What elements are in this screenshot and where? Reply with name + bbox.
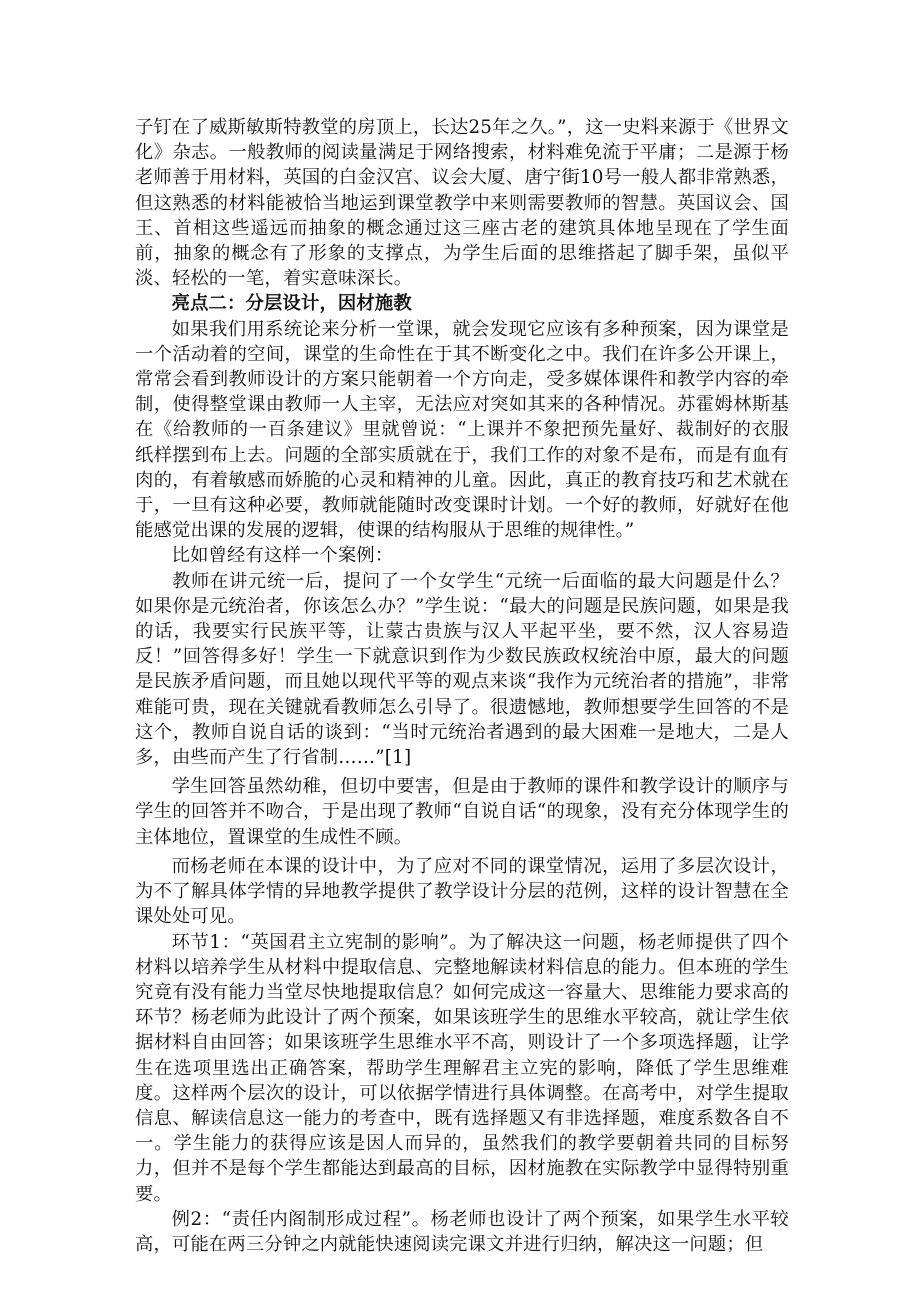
paragraph-historical-source: 子钉在了威斯敏斯特教堂的房顶上，长达25年之久。”，这一史料来源于《世界文化》杂志。一般教师的阅读量满足于网络搜索，材料难免流于平庸；二是源于杨老师善于用材料，英国的白金汉宫、议会大厦、唐宁街10号一般人都非常熟悉，但这熟悉的材料能被恰当地运到课堂教学中来则需要教师的智慧。英国议会、国王、首相这些遥远而抽象的概念通过这三座古老的建筑具体地呈现在了学生面前，抽象的概念有了形象的支撑点，为学生后面的思维搭起了脚手架，虽似平淡、轻松的一笔，着实意味深长。 bbox=[135, 117, 789, 290]
document-page bbox=[135, 115, 789, 1257]
paragraph-systems-theory: 如果我们用系统论来分析一堂课，就会发现它应该有多种预案，因为课堂是一个活动着的空间，课堂的生命性在于其不断变化之中。我们在许多公开课上，常常会看到教师设计的方案只能朝着一个方向走，受多媒体课件和教学内容的牵制，使得整堂课由教师一人主宰，无法应对突如其来的各种情况。苏霍姆林斯基在《给教师的一百条建议》里就曾说：“上课并不象把预先量好、裁制好的衣服纸样摆到布上去。问题的全部实质就在于，我们工作的对象不是布，而是有血有肉的，有着敏感而娇脆的心灵和精神的儿童。因此，真正的教育技巧和艺术就在于，一旦有这种必要，教师就能随时改变课时计划。一个好的教师，好就好在他能感觉出课的发展的逻辑，使课的结构服从于思维的规律性。” bbox=[135, 318, 789, 542]
paragraph-step-one: 环节1：“英国君主立宪制的影响”。为了解决这一问题，杨老师提供了四个材料以培养学生从材料中提取信息、完整地解读材料信息的能力。但本班的学生究竟有没有能力当堂尽快地提取信息？如何完成这一容量大、思维能力要求高的环节？杨老师为此设计了两个预案，如果该班学生的思维水平较高，就让学生依据材料自由回答；如果该班学生思维水平不高，则设计了一个多项选择题，让学生在选项里选出正确答案，帮助学生理解君主立宪的影响，降低了学生思维难度。这样两个层次的设计，可以依据学情进行具体调整。在高考中，对学生提取信息、解读信息这一能力的考查中，既有选择题又有非选择题，难度系数各自不一。学生能力的获得应该是因人而异的，虽然我们的教学要朝着共同的目标努力，但并不是每个学生都能达到最高的目标，因材施教在实际教学中显得特别重要。 bbox=[135, 931, 789, 1205]
paragraph-example-two: 例2：“责任内阁制形成过程”。杨老师也设计了两个预案，如果学生水平较高，可能在两三分钟之内就能快速阅读完课文并进行归纳，解决这一问题；但 bbox=[135, 1208, 789, 1255]
paragraph-layered-design: 而杨老师在本课的设计中，为了应对不同的课堂情况，运用了多层次设计，为不了解具体学情的异地教学提供了教学设计分层的范例，这样的设计智慧在全课处处可见。 bbox=[135, 855, 789, 928]
paragraph-case-intro: 比如曾经有这样一个案例： bbox=[171, 545, 394, 567]
paragraph-student-answer-analysis: 学生回答虽然幼稚，但切中要害，但是由于教师的课件和教学设计的顺序与学生的回答并不吻合，于是出现了教师“自说自话“的现象，没有充分体现学生的主体地位，置课堂的生成性不顾。 bbox=[135, 776, 789, 848]
paragraph-case-example: 教师在讲元统一后，提问了一个女学生“元统一后面临的最大问题是什么？如果你是元统治者，你该怎么办？”学生说：“最大的问题是民族问题，如果是我的话，我要实行民族平等，让蒙古贵族与汉人平起平坐，要不然，汉人容易造反！”回答得多好！学生一下就意识到作为少数民族政权统治中原，最大的问题是民族矛盾问题，而且她以现代平等的观点来谈“我作为元统治者的措施”，非常难能可贵，现在关键就看教师怎么引导了。很遗憾地，教师想要学生回答的不是这个，教师自说自话的谈到：“当时元统治者遇到的最大困难一是地大，二是人多，由些而产生了行省制……”[1] bbox=[135, 570, 789, 769]
section-heading-highlight-two: 亮点二：分层设计，因材施教 bbox=[171, 293, 412, 315]
